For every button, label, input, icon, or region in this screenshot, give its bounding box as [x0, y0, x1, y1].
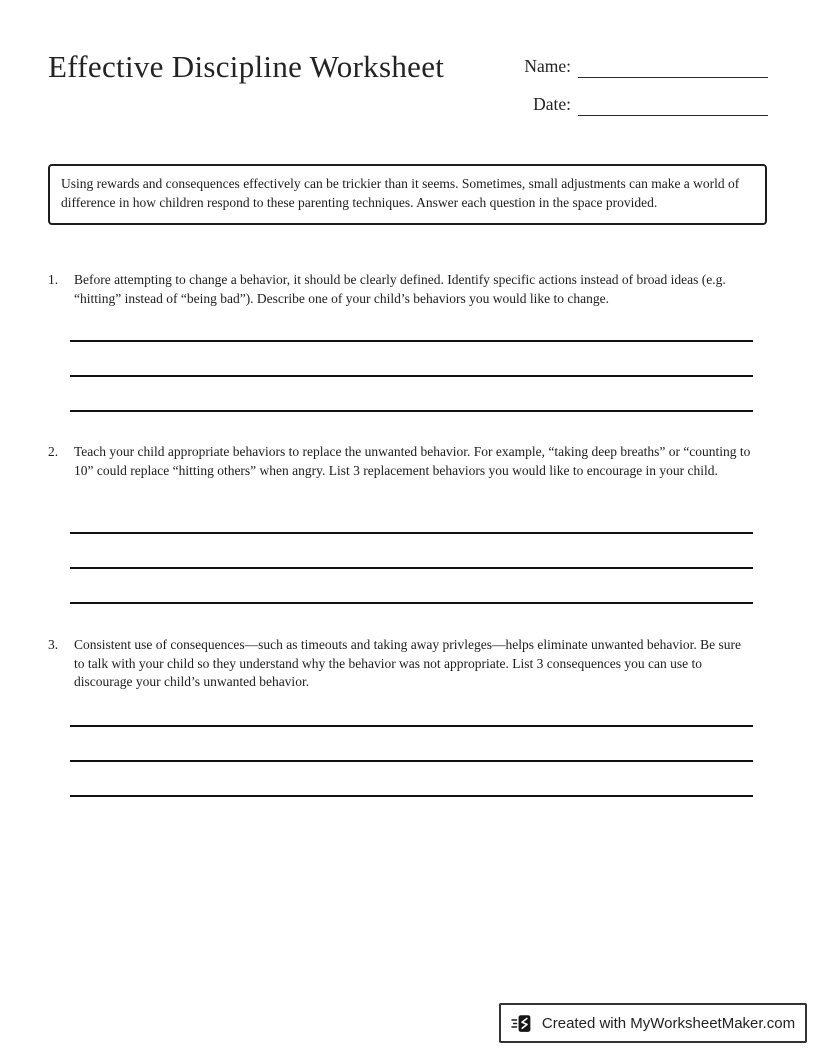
question-2-answer-lines — [70, 532, 753, 604]
credit-badge[interactable] — [499, 1003, 807, 1043]
date-blank-line — [578, 91, 768, 116]
page-title: Effective Discipline Worksheet — [48, 49, 445, 84]
answer-line — [70, 567, 753, 569]
question-3-answer-lines — [70, 725, 753, 797]
credit-text: Created with MyWorksheetMaker.com — [541, 1014, 796, 1032]
name-blank-line — [578, 53, 768, 78]
question-3-text: Consistent use of consequences—such as timeouts and taking away privleges—helps eliminate unwanted behavior. Be sure to talk with your child so they understand why the behavior was not appropriate. List 3 consequences you can use to discourage your child’s unwanted behavior. — [74, 637, 741, 689]
instructions-text: Using rewards and consequences effectively can be trickier than it seems. Sometimes, small adjustments can make a world of difference in how children respond to these parenting techniques. Answer each question in the space provided. — [61, 176, 740, 210]
question-1-text: Before attempting to change a behavior, it should be clearly defined. Identify specific actions instead of broad ideas (e.g. “hitting” instead of “being bad”). Describe one of your child’s behaviors you would like to change. — [74, 272, 726, 306]
name-field-row — [524, 53, 768, 78]
answer-line — [70, 725, 753, 727]
answer-line — [70, 410, 753, 412]
question-2-number: 2. — [48, 444, 59, 459]
question-2 — [48, 443, 754, 480]
answer-line — [70, 760, 753, 762]
date-field-row — [533, 91, 768, 116]
question-3-number: 3. — [48, 637, 59, 652]
answer-line — [70, 602, 753, 604]
answer-line — [70, 795, 753, 797]
instructions-box — [48, 164, 767, 225]
answer-line — [70, 340, 753, 342]
answer-line — [70, 532, 753, 534]
question-1 — [48, 271, 754, 308]
question-2-text: Teach your child appropriate behaviors to replace the unwanted behavior. For example, “taking deep breaths” or “counting to 10” could replace “hitting others” when angry. List 3 replacement behaviors you would like to encourage in your child. — [74, 444, 751, 478]
answer-line — [70, 375, 753, 377]
date-label: Date: — [533, 94, 571, 114]
worksheetmaker-logo-icon — [511, 1013, 534, 1034]
name-label: Name: — [524, 56, 571, 76]
question-3 — [48, 636, 754, 692]
question-1-answer-lines — [70, 340, 753, 412]
question-1-number: 1. — [48, 272, 59, 287]
